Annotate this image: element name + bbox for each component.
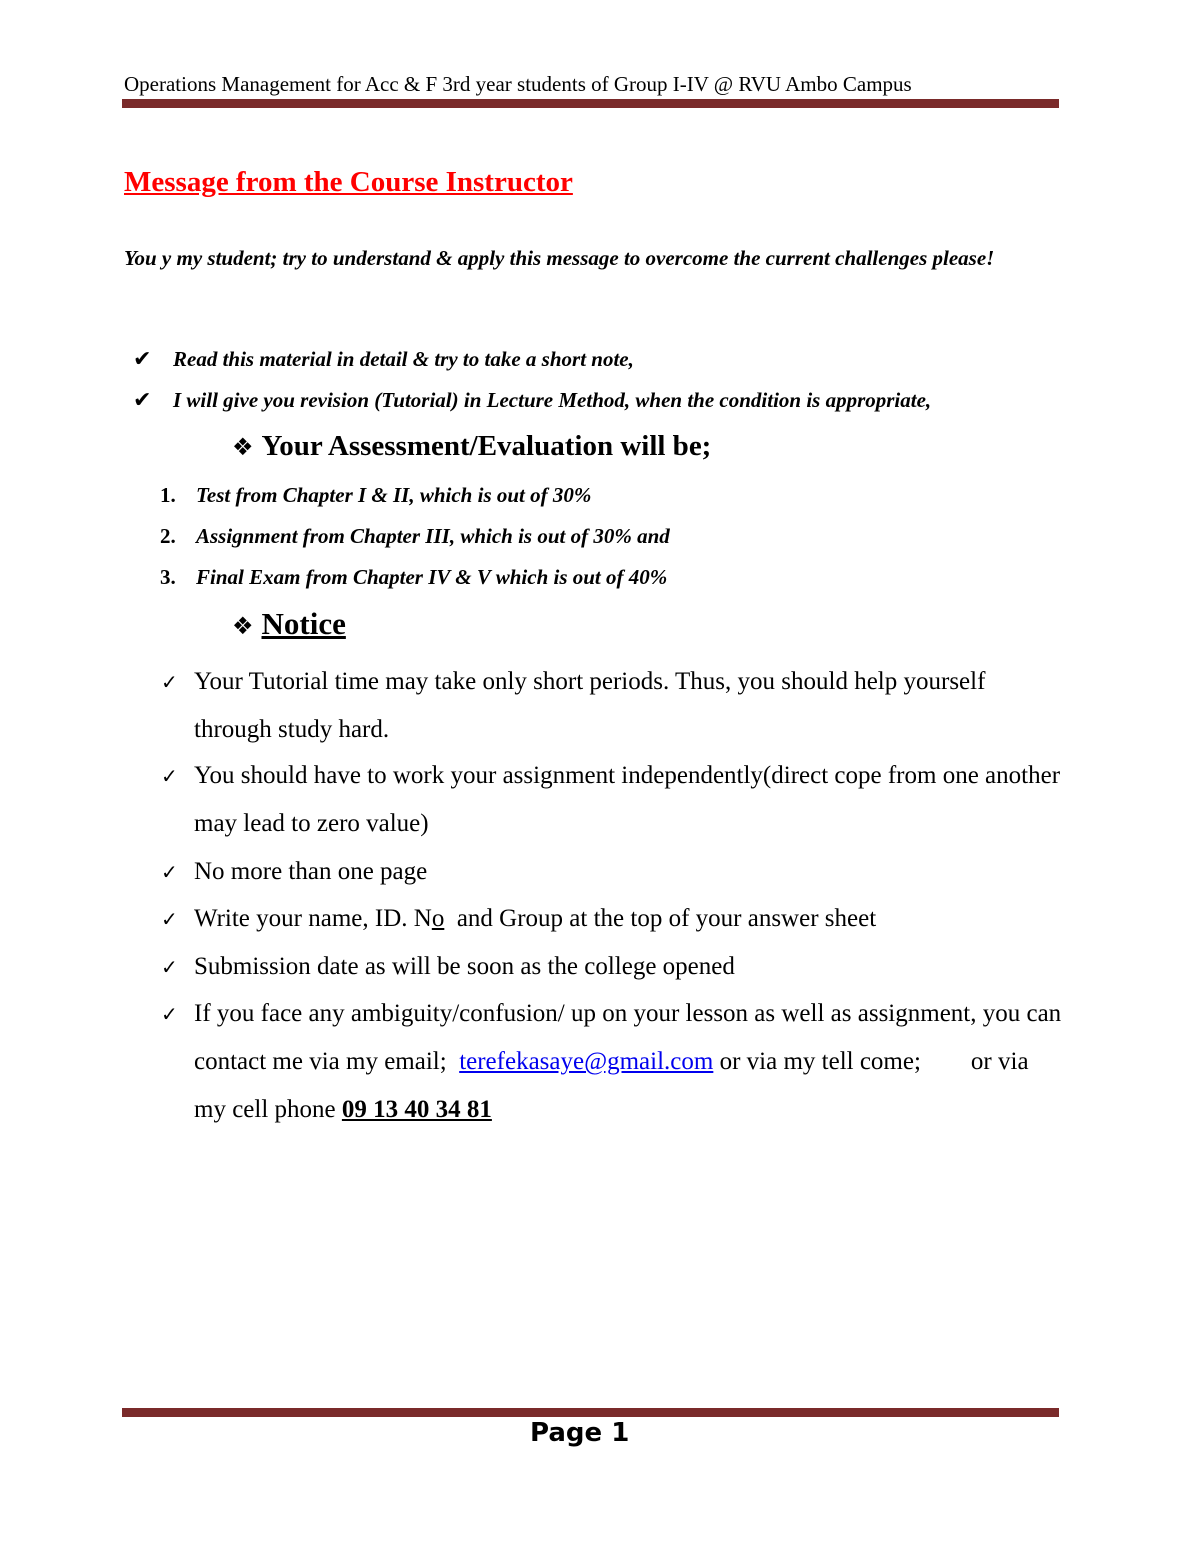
diamond-bullet-icon: ❖ (232, 433, 254, 461)
item-number: 3. (160, 565, 176, 589)
phone-number: 09 13 40 34 81 (341, 1096, 492, 1123)
notice-text: No more than one page (194, 858, 428, 885)
notice-text: Submission date as will be soon as the college opened (194, 953, 735, 980)
id-text-before: Write your name, ID. N (194, 905, 432, 932)
email-link[interactable]: terefekasaye@gmail.com (459, 1048, 714, 1075)
item-text: Assignment from Chapter III, which is out of 30% and (196, 524, 670, 548)
notice-item (161, 943, 1066, 991)
running-header: Operations Management for Acc & F 3rd year students of Group I-IV @ RVU Ambo Campus (124, 72, 912, 96)
assessment-item (160, 565, 667, 590)
notice-item (161, 848, 1066, 896)
check-icon: ✔ (133, 347, 152, 372)
check-icon: ✔ (133, 388, 152, 413)
item-text: Test from Chapter I & II, which is out of 30% (196, 483, 592, 507)
check-icon: ✓ (161, 670, 178, 694)
page-title: Message from the Course Instructor (124, 166, 573, 198)
instruction-item (133, 388, 931, 413)
contact-text-before: If you face any ambiguity/confusion/ up on your lesson as well as assignment, you can contact me via my email; (194, 1000, 1068, 1075)
header-rule (122, 99, 1059, 108)
assessment-heading (232, 430, 711, 463)
item-number: 1. (160, 483, 176, 507)
id-text-underlined: o (431, 905, 445, 932)
notice-item (161, 752, 1066, 848)
intro-paragraph: You y my student; try to understand & apply this message to overcome the current challenges please! (124, 246, 995, 270)
item-text: Final Exam from Chapter IV & V which is out of 40% (196, 565, 668, 589)
assessment-item (160, 524, 670, 549)
contact-paragraph (194, 990, 1066, 1134)
assessment-heading-text: Your Assessment/Evaluation will be; (261, 430, 712, 462)
page-number: Page 1 (530, 1418, 630, 1448)
check-icon: ✓ (161, 860, 178, 884)
notice-text: You should have to work your assignment independently(direct cope from one another may lead to zero value) (194, 762, 1061, 837)
notice-item (161, 990, 1066, 1134)
instruction-text: Read this material in detail & try to take a short note, (173, 347, 634, 371)
contact-text-middle: or via my tell come; or via my cell phone (194, 1048, 1035, 1123)
check-icon: ✓ (161, 764, 178, 788)
notice-item (161, 658, 1066, 754)
notice-heading (232, 606, 346, 642)
instruction-item (133, 347, 634, 372)
notice-text (194, 895, 1066, 943)
item-number: 2. (160, 524, 176, 548)
id-text-after: and Group at the top of your answer sheet (444, 905, 877, 932)
check-icon: ✓ (161, 955, 178, 979)
notice-text: Your Tutorial time may take only short periods. Thus, you should help yourself through study hard. (194, 668, 986, 743)
check-icon: ✓ (161, 907, 178, 931)
footer-rule (122, 1408, 1059, 1417)
instruction-text: I will give you revision (Tutorial) in Lecture Method, when the condition is appropriate, (173, 388, 932, 412)
notice-item (161, 895, 1066, 943)
diamond-bullet-icon: ❖ (232, 612, 254, 640)
check-icon: ✓ (161, 1002, 178, 1026)
notice-heading-text: Notice (261, 606, 346, 641)
assessment-item (160, 483, 591, 508)
